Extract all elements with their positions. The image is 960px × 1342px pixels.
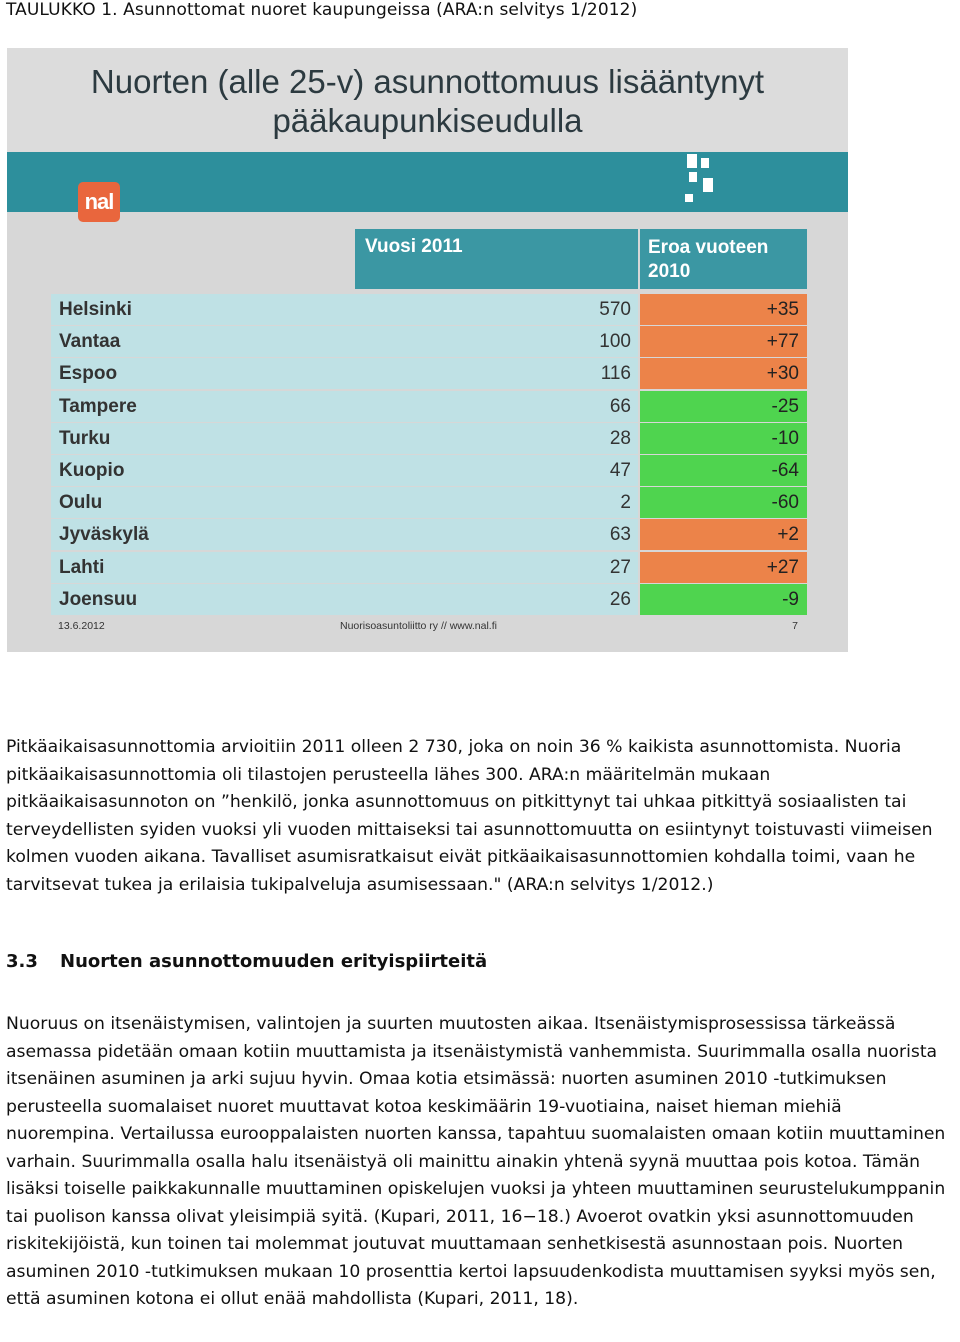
city-cell: Oulu <box>51 487 638 518</box>
table-row <box>51 455 807 487</box>
diff-cell: -60 <box>640 487 807 518</box>
table-row <box>51 487 807 519</box>
table-row <box>51 423 807 455</box>
value-cell: 66 <box>609 395 631 417</box>
slide-org: Nuorisoasuntoliitto ry // www.nal.fi <box>340 620 497 632</box>
table-header <box>51 229 807 289</box>
table-row <box>51 552 807 584</box>
paragraph-1: Pitkäaikaisasunnottomia arvioitiin 2011 olleen 2 730, joka on noin 36 % kaikista asunnottomista. Nuoria pitkäaikaisasunnottomia oli tilastojen perusteella lähes 300. ARA:n määritelmän mukaan pitkäaikaisasunnoton on ”henkilö, jonka asunnottomuus on pitkittynyt tai uhkaa pitkittyä sosiaalisten tai terveydellisten syiden vuoksi yli vuoden mittaiseksi tai asunnottomuutta on esiintynyt toistuvasti viimeisen kolmen vuoden aikana. Tavalliset asumisratkaisut eivät pitkäaikaisasunnottomien kohdalla toimi, vaan he tarvitsevat tukea ja erilaisia tukipalveluja asumisessaan." (ARA:n selvitys 1/2012.) <box>6 737 933 895</box>
table-row <box>51 519 807 551</box>
value-cell: 26 <box>609 588 631 610</box>
homelessness-table <box>51 229 807 610</box>
header-blank-cell <box>51 229 353 289</box>
col-year-header: Vuosi 2011 <box>355 229 638 289</box>
city-cell: Joensuu <box>51 584 638 615</box>
diff-cell: +2 <box>640 519 807 550</box>
slide-date: 13.6.2012 <box>58 620 105 632</box>
brand-mark-icon <box>683 154 719 206</box>
city-cell: Espoo <box>51 358 638 389</box>
diff-cell: -64 <box>640 455 807 486</box>
section-number: 3.3 <box>6 951 38 972</box>
col-diff-header-line-1: Eroa vuoteen <box>648 237 769 258</box>
value-cell: 28 <box>609 427 631 449</box>
col-diff-header-line-2: 2010 <box>648 261 691 282</box>
slide-title <box>7 62 848 140</box>
value-cell: 100 <box>599 331 631 353</box>
city-cell: Jyväskylä <box>51 519 638 550</box>
slide-image <box>7 48 848 652</box>
city-cell: Turku <box>51 423 638 454</box>
city-cell: Kuopio <box>51 455 638 486</box>
table-row <box>51 584 807 616</box>
diff-cell: +35 <box>640 294 807 325</box>
section-heading <box>6 951 487 972</box>
city-cell: Lahti <box>51 552 638 583</box>
slide-header <box>7 48 848 212</box>
table-row <box>51 358 807 390</box>
value-cell: 47 <box>609 459 631 481</box>
diff-cell: -9 <box>640 584 807 615</box>
table-row <box>51 391 807 423</box>
city-cell: Helsinki <box>51 294 638 325</box>
value-cell: 2 <box>620 492 631 514</box>
city-cell: Vantaa <box>51 326 638 357</box>
slide-title-line-1: Nuorten (alle 25-v) asunnottomuus lisääntynyt <box>90 63 765 100</box>
header-band <box>7 152 848 212</box>
slide-page-number: 7 <box>792 620 798 632</box>
value-cell: 570 <box>599 299 631 320</box>
slide-title-line-2: pääkaupunkiseudulla <box>272 102 583 139</box>
diff-cell: -25 <box>640 391 807 422</box>
diff-cell: -10 <box>640 423 807 454</box>
table-rows <box>51 294 807 616</box>
diff-cell: +77 <box>640 326 807 357</box>
nal-logo: nal <box>78 182 120 222</box>
value-cell: 27 <box>609 556 631 578</box>
slide-footer <box>58 620 798 636</box>
city-cell: Tampere <box>51 391 638 422</box>
diff-cell: +27 <box>640 552 807 583</box>
col-diff-header <box>640 229 807 289</box>
diff-cell: +30 <box>640 358 807 389</box>
table-caption: TAULUKKO 1. Asunnottomat nuoret kaupungeissa (ARA:n selvitys 1/2012) <box>6 0 638 20</box>
paragraph-2: Nuoruus on itsenäistymisen, valintojen ja suurten muutosten aikaa. Itsenäistymisprosessissa tärkeässä asemassa pidetään omaan kotiin muuttamista ja itsenäistymistä vanhemmista. Suurimmalla osalla nuorista itsenäinen asuminen ja arki sujuu hyvin. Omaa kotia etsimässä: nuorten asuminen 2010 -tutkimuksen perusteella suomalaiset nuoret muuttavat kotoa keskimäärin 19-vuotiaina, naiset hieman miehiä nuorempina. Vertailussa eurooppalaisten nuorten kanssa, tapahtuu suomalaisten omaan kotiin muuttaminen varhain. Suurimmalla osalla halu itsenäistyä oli mainittu ainakin yhtenä syynä muuttaa pois kotoa. Tämän lisäksi toiselle paikkakunnalle muuttaminen opiskelujen vuoksi ja yhteen muuttaminen seurustelukumppanin tai puolison kanssa olivat yleisimpiä syitä. (Kupari, 2011, 16−18.) Avoerot ovatkin yksi asunnottomuuden riskitekijöistä, kun toinen tai molemmat joutuvat muuttamaan senhetkisestä asunnostaan pois. Nuorten asuminen 2010 -tutkimuksen mukaan 10 prosenttia kertoi lapsuudenkodista muuttamisen syyksi myös sen, että asuminen kotona ei ollut enää mahdollista (Kupari, 2011, 18). <box>6 1014 946 1309</box>
section-title: Nuorten asunnottomuuden erityispiirteitä <box>60 951 488 972</box>
table-row <box>51 294 807 326</box>
value-cell: 116 <box>600 363 631 385</box>
value-cell: 63 <box>609 524 631 546</box>
table-row <box>51 326 807 358</box>
